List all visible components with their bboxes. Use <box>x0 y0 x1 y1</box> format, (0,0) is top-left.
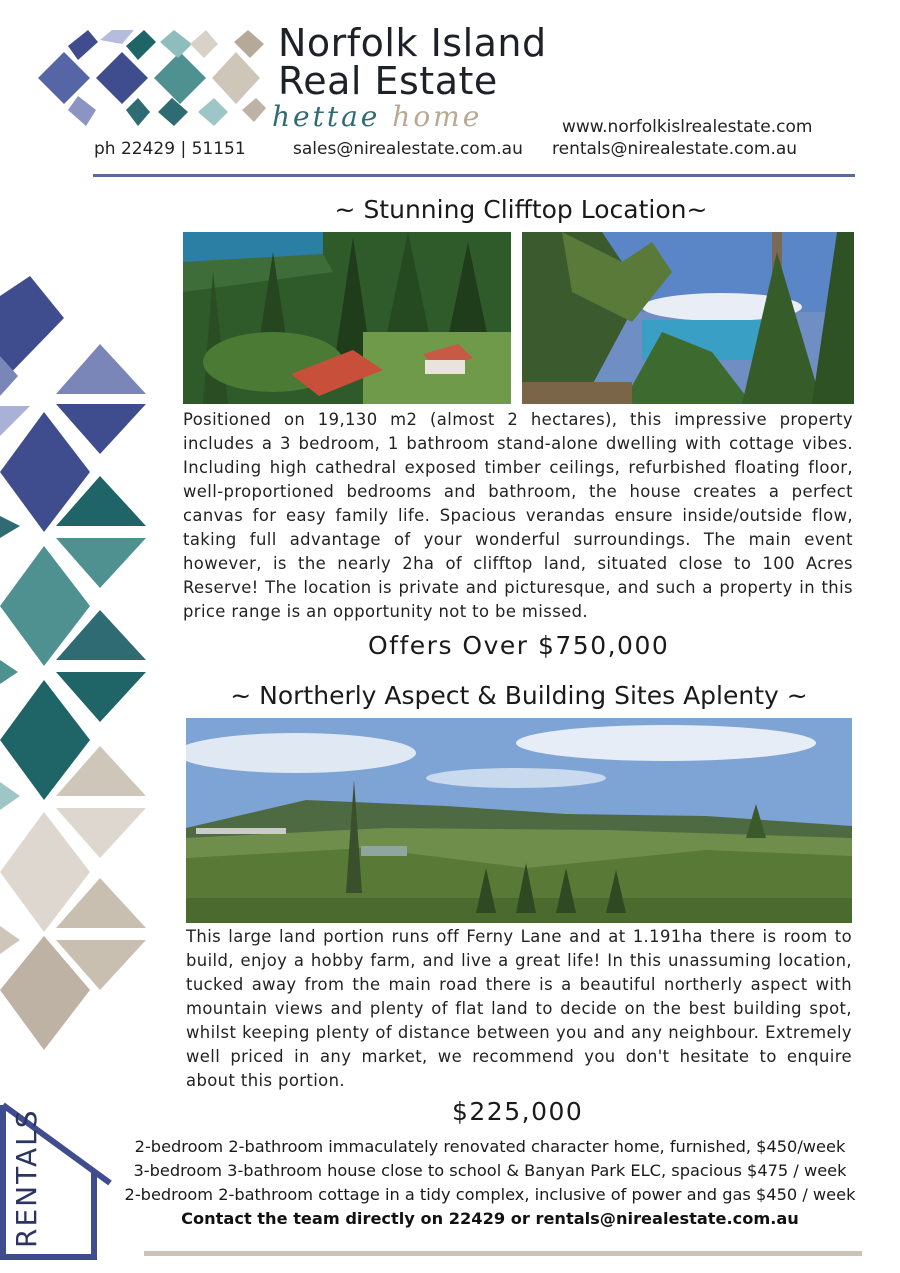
listing2-heading: ~ Northerly Aspect & Building Sites Aplenty ~ <box>230 681 808 710</box>
phone-numbers: ph 22429 | 51151 <box>94 139 246 159</box>
listing2-landscape-photo <box>186 718 852 923</box>
brand-name-line2: Real Estate <box>278 59 498 103</box>
listing2-description: This large land portion runs off Ferny Lane and at 1.191ha there is room to build, enjoy a hobby farm, and live a great life! In this unassuming location, tucked away from the main road there is a beautiful northerly aspect with mountain views and plenty of flat land to decide on the best building spot, whilst keeping plenty of distance between you and any neighbour. Extremely well priced in any market, we recommend you don't hesitate to enquire about this portion. <box>186 927 852 1090</box>
listing2-price: $225,000 <box>452 1097 584 1126</box>
rental-list <box>118 1135 862 1231</box>
listing1-description: Positioned on 19,130 m2 (almost 2 hectares), this impressive property includes a 3 bedroom, 1 bathroom stand-alone dwelling with cottage vibes. Including high cathedral exposed timber ceilings, refurbished floating floor, well-proportioned bedrooms and bathroom, the house creates a perfect canvas for easy family life. Spacious verandas ensure inside/outside flow, taking full advantage of your wonderful surroundings. The main event however, is the nearly 2ha of clifftop land, situated close to 100 Acres Reserve! The location is private and picturesque, and such a property in this price range is an opportunity not to be missed. <box>183 410 853 621</box>
rentals-email-link[interactable]: rentals@nirealestate.com.au <box>552 139 798 159</box>
tagline-part1: hettae <box>272 100 381 133</box>
rentals-label: RENTALS <box>10 1108 43 1248</box>
rental-contact: Contact the team directly on 22429 or rentals@nirealestate.com.au <box>181 1209 799 1228</box>
listing1-aerial-photo <box>183 232 511 404</box>
footer-divider <box>144 1251 862 1256</box>
tagline-part2: home <box>392 100 483 133</box>
rental-item: 2-bedroom 2-bathroom immaculately renovated character home, furnished, $450/week <box>134 1137 846 1156</box>
header-divider <box>93 174 855 177</box>
listing1-cliff-view-photo <box>522 232 854 404</box>
listing1-heading: ~ Stunning Clifftop Location~ <box>334 195 708 224</box>
brand-tagline <box>272 100 482 133</box>
website-link[interactable]: www.norfolkislrealestate.com <box>562 117 813 137</box>
rental-item: 3-bedroom 3-bathroom house close to school & Banyan Park ELC, spacious $475 / week <box>133 1161 847 1180</box>
sales-email-link[interactable]: sales@nirealestate.com.au <box>293 139 523 159</box>
brand-name-line1: Norfolk Island <box>278 21 547 65</box>
rental-item: 2-bedroom 2-bathroom cottage in a tidy complex, inclusive of power and gas $450 / week <box>124 1185 856 1204</box>
listing1-price: Offers Over $750,000 <box>368 631 670 660</box>
logo-mosaic <box>38 30 266 126</box>
side-mosaic <box>0 276 150 1056</box>
